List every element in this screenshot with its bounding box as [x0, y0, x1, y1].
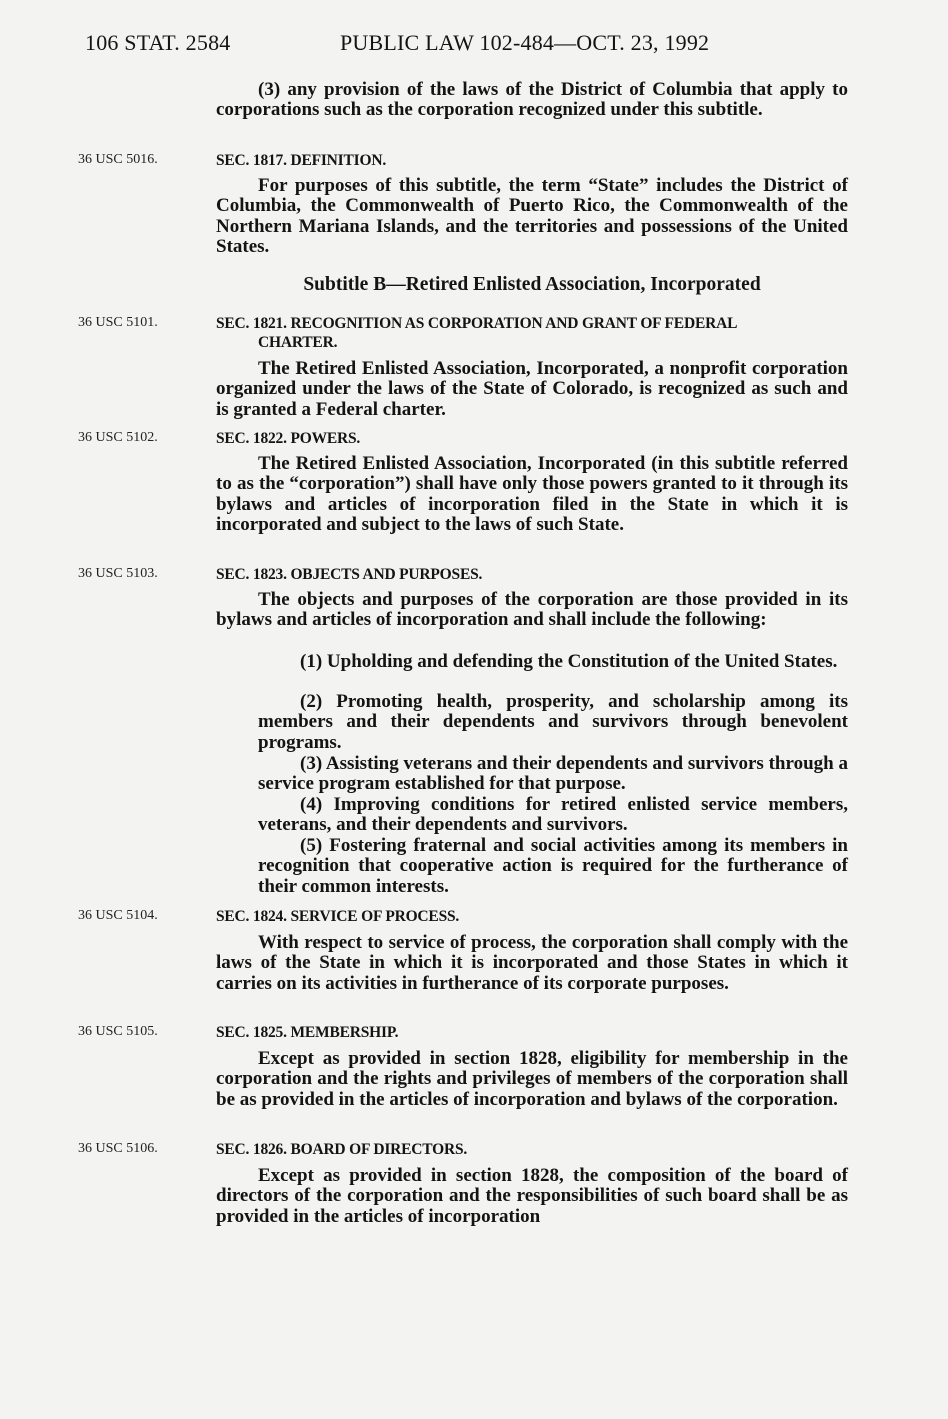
section-text-1821: The Retired Enlisted Association, Incorporated, a nonprofit corporation organized under the laws of the State of Colorado, is recognized as such and is granted a Federal charter.: [216, 358, 848, 420]
objects-item-3: (3) Assisting veterans and their dependents and survivors through a service program established for that purpose.: [258, 753, 848, 795]
margin-note-1817: 36 USC 5016.: [78, 152, 158, 167]
section-text-1825: Except as provided in section 1828, eligibility for membership in the corporation and the rights and privileges of members of the corporation shall be as provided in the articles of incorporation and bylaws of the corporation.: [216, 1048, 848, 1110]
objects-item-5: (5) Fostering fraternal and social activities among its members in recognition that cooperative action is required for the furtherance of their common interests.: [258, 835, 848, 897]
intro-item-3: (3) any provision of the laws of the District of Columbia that apply to corporations such as the corporation recognized under this subtitle.: [216, 79, 848, 121]
margin-note-1825: 36 USC 5105.: [78, 1024, 158, 1039]
objects-item-2: (2) Promoting health, prosperity, and scholarship among its members and their dependents and survivors through benevolent programs.: [258, 691, 848, 753]
section-heading-1817: SEC. 1817. DEFINITION.: [216, 152, 387, 169]
section-text-1824: With respect to service of process, the corporation shall comply with the laws of the State in which it is incorporated and those States in which it carries on its activities in furtherance of its corporate purposes.: [216, 932, 848, 994]
section-text-1817: For purposes of this subtitle, the term “State” includes the District of Columbia, the Commonwealth of Puerto Rico, the Commonwealth of the Northern Mariana Islands, and the territories and possessions of the United States.: [216, 175, 848, 258]
section-text-1823: The objects and purposes of the corporation are those provided in its bylaws and articles of incorporation and shall include the following:: [216, 589, 848, 631]
page-running-header: PUBLIC LAW 102-484—OCT. 23, 1992: [340, 30, 710, 55]
margin-note-1823: 36 USC 5103.: [78, 566, 158, 581]
margin-note-1821: 36 USC 5101.: [78, 315, 158, 330]
section-heading-1821: [216, 314, 848, 352]
section-heading-1826: SEC. 1826. BOARD OF DIRECTORS.: [216, 1141, 468, 1158]
section-text-1826: Except as provided in section 1828, the composition of the board of directors of the corporation and the responsibilities of such board shall be as provided in the articles of incorporation: [216, 1165, 848, 1227]
section-heading-1825: SEC. 1825. MEMBERSHIP.: [216, 1024, 399, 1041]
section-heading-1824: SEC. 1824. SERVICE OF PROCESS.: [216, 908, 460, 925]
section-heading-1822: SEC. 1822. POWERS.: [216, 430, 361, 447]
section-heading-1821-line2: CHARTER.: [258, 334, 338, 351]
section-text-1822: The Retired Enlisted Association, Incorporated (in this subtitle referred to as the “corporation”) shall have only those powers granted to it through its bylaws and articles of incorporation filed in the State in which it is incorporated and subject to the laws of such State.: [216, 453, 848, 536]
subtitle-heading: Subtitle B—Retired Enlisted Association, Incorporated: [303, 274, 761, 295]
margin-note-1826: 36 USC 5106.: [78, 1141, 158, 1156]
objects-item-4: (4) Improving conditions for retired enlisted service members, veterans, and their dependents and survivors.: [258, 794, 848, 836]
section-heading-1821-line1: SEC. 1821. RECOGNITION AS CORPORATION AND GRANT OF FEDERAL: [216, 315, 738, 332]
section-heading-1823: SEC. 1823. OBJECTS AND PURPOSES.: [216, 566, 483, 583]
margin-note-1822: 36 USC 5102.: [78, 430, 158, 445]
margin-note-1824: 36 USC 5104.: [78, 908, 158, 923]
objects-item-1: (1) Upholding and defending the Constitution of the United States.: [300, 651, 838, 672]
page-statute-citation: 106 STAT. 2584: [85, 30, 231, 55]
